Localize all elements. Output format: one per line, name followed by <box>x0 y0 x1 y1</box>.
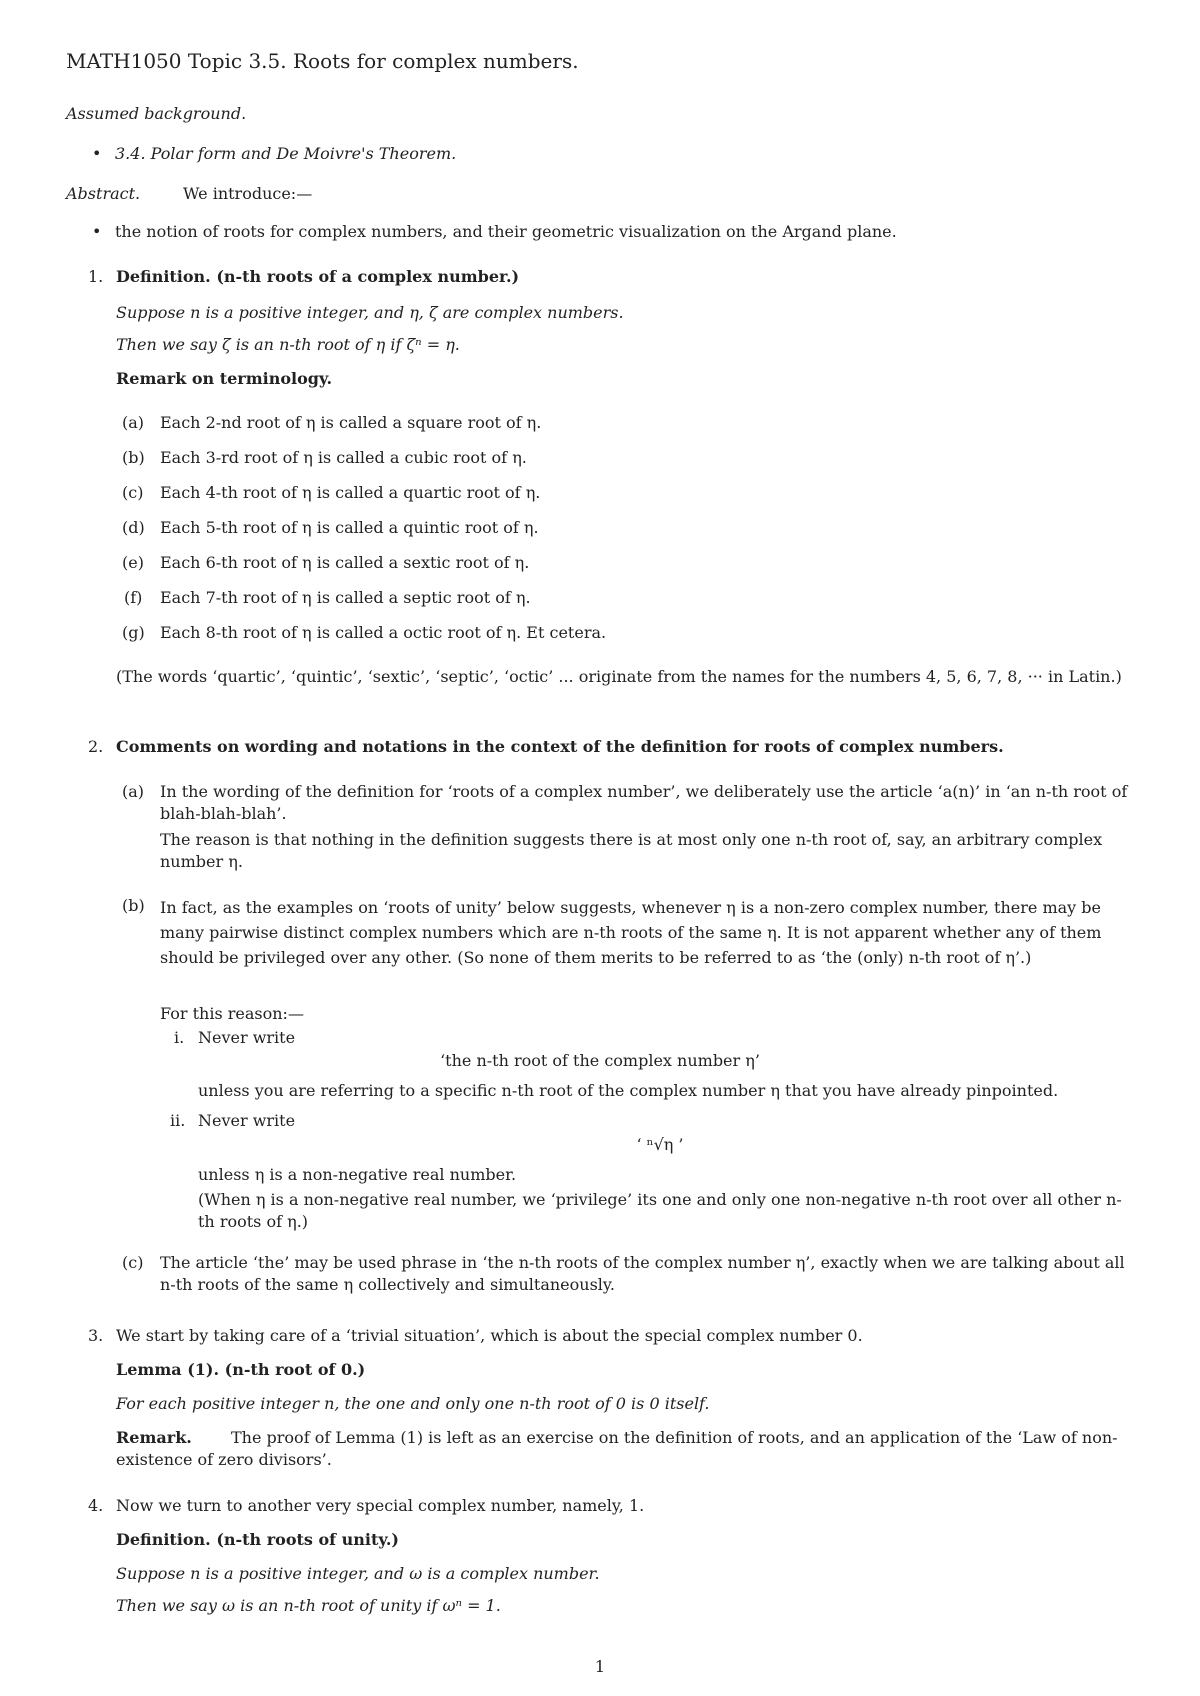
list-item: The article ‘the’ may be used phrase in ‘the n-th roots of the complex number η’, exactly when we are talking about all n-th roots of the same η collectively and simultaneously. <box>160 1253 1125 1294</box>
section-heading: Definition. (n-th roots of a complex number.) <box>116 267 520 286</box>
page-number: 1 <box>594 1657 606 1676</box>
item-label: i. <box>174 1028 185 1047</box>
list-item: (When η is a non-negative real number, we ‘privilege’ its one and only one non-negative n-th root over all other n-th roots of η.) <box>198 1190 1122 1231</box>
item-label: (d) <box>122 518 145 537</box>
list-item: Each 3-rd root of η is called a cubic root of η. <box>160 448 527 467</box>
item-label: (a) <box>122 413 145 432</box>
list-item: unless η is a non-negative real number. <box>198 1165 517 1184</box>
definition-line: Suppose n is a positive integer, and ω is a complex number. <box>116 1564 600 1583</box>
remark-label: Remark. <box>116 1428 192 1447</box>
abstract-label: Abstract. <box>66 184 141 203</box>
definition-line: Then we say ω is an n-th root of unity if ωⁿ = 1. <box>116 1596 501 1615</box>
section-number: 3. <box>88 1326 104 1345</box>
definition-line: Suppose n is a positive integer, and η, ζ are complex numbers. <box>116 303 624 322</box>
bullet: • <box>92 222 102 241</box>
list-item: Never write <box>198 1028 296 1047</box>
abstract-item: the notion of roots for complex numbers, and their geometric visualization on the Argand plane. <box>115 222 897 241</box>
section-number: 4. <box>88 1496 104 1515</box>
remark-text: The proof of Lemma (1) is left as an exercise on the definition of roots, and an application of the ‘Law of non-existence of zero divisors’. <box>116 1428 1118 1469</box>
for-reason-text: For this reason:— <box>160 1004 304 1023</box>
item-label: ii. <box>170 1111 186 1130</box>
item-label: (c) <box>122 1253 144 1272</box>
item-label: (b) <box>122 896 145 915</box>
item-label: (a) <box>122 782 145 801</box>
section-heading: Comments on wording and notations in the context of the definition for roots of complex numbers. <box>116 737 1004 756</box>
assumed-item: 3.4. Polar form and De Moivre's Theorem. <box>115 144 457 163</box>
remark-heading: Remark on terminology. <box>116 369 333 388</box>
display-formula: ‘ ⁿ√η ’ <box>636 1135 684 1154</box>
bullet: • <box>92 144 102 163</box>
section-intro: We start by taking care of a ‘trivial situation’, which is about the special complex number 0. <box>116 1326 863 1345</box>
list-item: Never write <box>198 1111 296 1130</box>
list-item: In fact, as the examples on ‘roots of unity’ below suggests, whenever η is a non-zero complex number, there may be many pairwise distinct complex numbers which are n-th roots of the same η. It is not apparent whether any of them should be privileged over any other. (So none of them merits to be referred to as ‘the (only) n-th root of η’.) <box>160 898 1102 967</box>
lemma-heading: Lemma (1). (n-th root of 0.) <box>116 1360 366 1379</box>
definition-heading: Definition. (n-th roots of unity.) <box>116 1530 399 1549</box>
list-item: Each 6-th root of η is called a sextic root of η. <box>160 553 530 572</box>
list-item: Each 7-th root of η is called a septic root of η. <box>160 588 531 607</box>
section-number: 2. <box>88 737 104 756</box>
list-item: Each 2-nd root of η is called a square root of η. <box>160 413 542 432</box>
item-label: (b) <box>122 448 145 467</box>
lemma-statement: For each positive integer n, the one and only one n-th root of 0 is 0 itself. <box>116 1394 710 1413</box>
page-title: MATH1050 Topic 3.5. Roots for complex numbers. <box>66 49 579 73</box>
list-item: In the wording of the definition for ‘roots of a complex number’, we deliberately use the article ‘a(n)’ in ‘an n-th root of blah-blah-blah’. <box>160 782 1128 823</box>
display-phrase: ‘the n-th root of the complex number η’ <box>440 1051 760 1070</box>
list-item: unless you are referring to a specific n-th root of the complex number η that you have already pinpointed. <box>198 1081 1059 1100</box>
list-item: Each 4-th root of η is called a quartic root of η. <box>160 483 541 502</box>
item-label: (c) <box>122 483 144 502</box>
section-number: 1. <box>88 267 104 286</box>
section-intro: Now we turn to another very special complex number, namely, 1. <box>116 1496 645 1515</box>
latin-note: (The words ‘quartic’, ‘quintic’, ‘sextic’, ‘septic’, ‘octic’ ... originate from the names for the numbers 4, 5, 6, 7, 8, ··· in Latin.) <box>116 667 1122 686</box>
definition-line: Then we say ζ is an n-th root of η if ζⁿ = η. <box>116 335 460 354</box>
abstract-intro: We introduce:— <box>183 184 313 203</box>
assumed-background-label: Assumed background. <box>66 104 247 123</box>
item-label: (f) <box>124 588 143 607</box>
list-item: Each 5-th root of η is called a quintic root of η. <box>160 518 539 537</box>
item-label: (g) <box>122 623 145 642</box>
list-item: The reason is that nothing in the definition suggests there is at most only one n-th root of, say, an arbitrary complex number η. <box>160 830 1103 871</box>
item-label: (e) <box>122 553 144 572</box>
list-item: Each 8-th root of η is called a octic root of η. Et cetera. <box>160 623 607 642</box>
